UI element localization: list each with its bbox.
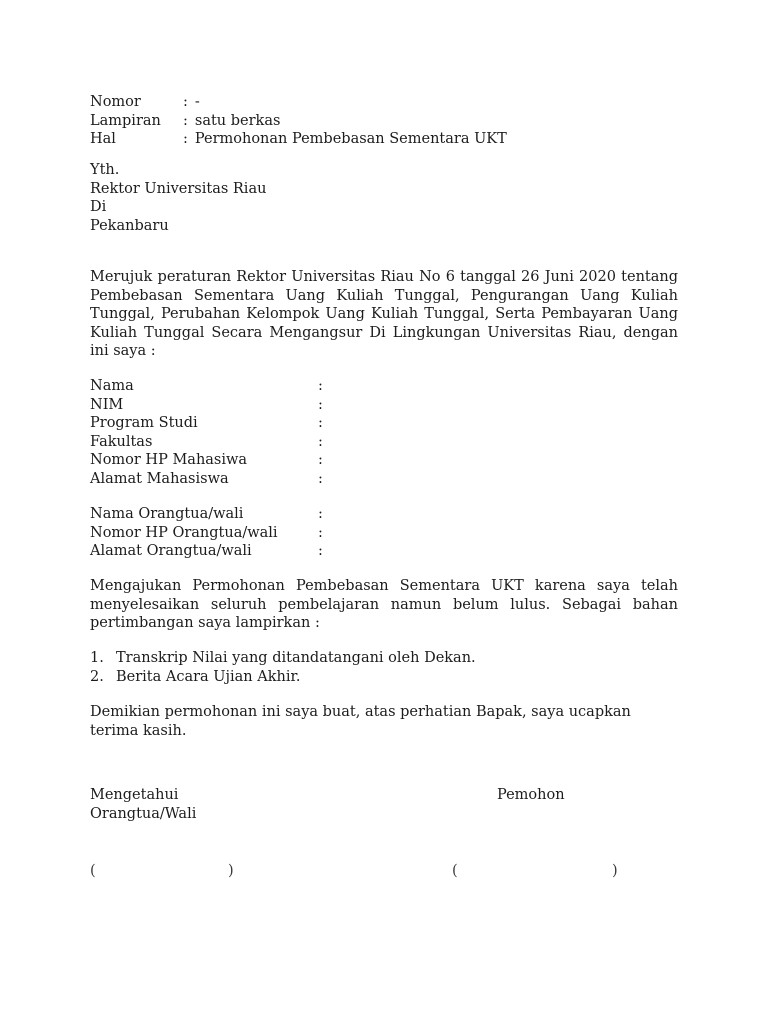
field-label: Alamat Orangtua/wali	[90, 543, 252, 559]
field-label: Nama Orangtua/wali	[90, 506, 244, 522]
field-row-nomor-hp-mahasiswa	[90, 451, 678, 470]
request-paragraph: Mengajukan Permohonan Pembebasan Sementara UKT karena saya telah menyelesaikan seluruh pembelajaran namun belum lulus. Sebagai bahan pertimbangan saya lampirkan :	[90, 578, 678, 631]
field-label: Program Studi	[90, 415, 198, 431]
field-row-nama	[90, 377, 678, 396]
field-row-nomor-hp-orangtua	[90, 524, 678, 543]
list-item	[90, 668, 678, 687]
recipient-line: Pekanbaru	[90, 217, 169, 234]
field-label: Nama	[90, 378, 134, 394]
list-item-number: 2.	[90, 668, 104, 685]
field-label: Nomor HP Mahasiwa	[90, 452, 248, 468]
field-colon: :	[318, 415, 323, 431]
attachments-list	[90, 649, 678, 686]
meta-colon: :	[183, 94, 188, 110]
student-fields-block	[90, 377, 678, 488]
field-label: Alamat Mahasiswa	[90, 470, 229, 487]
meta-value: satu berkas	[194, 112, 281, 129]
field-row-alamat-orangtua	[90, 542, 678, 561]
field-label: Nomor HP Orangtua/wali	[90, 524, 278, 541]
field-colon: :	[318, 452, 323, 468]
recipient-block	[90, 161, 678, 235]
list-item-text: Berita Acara Ujian Akhir.	[116, 668, 301, 685]
signature-bracket-open-right: (	[452, 863, 458, 879]
field-colon: :	[318, 433, 323, 450]
meta-row-hal	[90, 130, 678, 149]
meta-label: Nomor	[90, 94, 141, 110]
list-item	[90, 649, 678, 668]
signature-block	[90, 786, 678, 823]
field-row-nim	[90, 396, 678, 415]
meta-value: -	[194, 94, 200, 110]
meta-colon: :	[183, 131, 188, 147]
signature-bracket-open-left: (	[90, 863, 96, 879]
letter-meta-block	[90, 93, 678, 149]
field-colon: :	[318, 396, 323, 413]
opening-paragraph: Merujuk peraturan Rektor Universitas Riau No 6 tanggal 26 Juni 2020 tentang Pembebasan Sementara Uang Kuliah Tunggal, Pengurangan Uang Kuliah Tunggal, Perubahan Kelompok Uang Kuliah Tunggal, Serta Pembayaran Uang Kuliah Tunggal Secara Mengangsur Di Lingkungan Universitas Riau, dengan ini saya :	[90, 269, 678, 359]
recipient-line: Di	[90, 199, 107, 215]
list-item-text: Transkrip Nilai yang ditandatangani oleh Dekan.	[116, 650, 476, 666]
signature-brackets-row	[90, 862, 678, 882]
field-colon: :	[318, 470, 323, 487]
meta-label: Hal	[90, 131, 116, 147]
signature-bracket-close-right: )	[612, 863, 618, 879]
signature-right-label: Pemohon	[497, 787, 565, 803]
field-colon: :	[318, 378, 323, 394]
signature-bracket-close-left: )	[228, 863, 234, 879]
field-label: NIM	[90, 396, 124, 413]
guardian-fields-block	[90, 505, 678, 561]
recipient-line: Rektor Universitas Riau	[90, 180, 267, 197]
signature-row-bottom	[90, 805, 678, 824]
field-label: Fakultas	[90, 433, 153, 450]
meta-row-nomor	[90, 93, 678, 112]
list-item-number: 1.	[90, 650, 104, 666]
field-row-program-studi	[90, 414, 678, 433]
field-colon: :	[318, 524, 323, 541]
closing-paragraph: Demikian permohonan ini saya buat, atas perhatian Bapak, saya ucapkan terima kasih.	[90, 704, 631, 739]
field-colon: :	[318, 506, 323, 522]
signature-left-label: Mengetahui	[90, 787, 179, 803]
recipient-line: Yth.	[90, 162, 120, 178]
meta-colon: :	[183, 112, 188, 129]
field-row-nama-orangtua	[90, 505, 678, 524]
field-row-fakultas	[90, 433, 678, 452]
signature-left-sublabel: Orangtua/Wali	[90, 805, 197, 822]
field-colon: :	[318, 543, 323, 559]
field-row-alamat-mahasiswa	[90, 470, 678, 489]
meta-row-lampiran	[90, 112, 678, 131]
meta-value: Permohonan Pembebasan Sementara UKT	[194, 131, 507, 147]
signature-row-top	[90, 786, 678, 805]
meta-label: Lampiran	[90, 112, 161, 129]
